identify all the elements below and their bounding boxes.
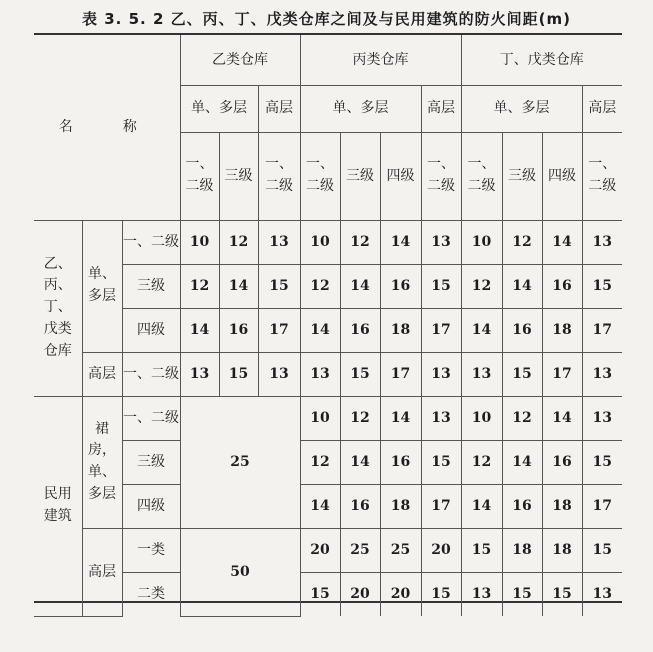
- fire-spacing-table: [34, 33, 622, 603]
- cell: 14: [461, 484, 502, 528]
- cell: 15: [340, 352, 380, 396]
- cell: 18: [542, 528, 582, 572]
- row-civil-podium: 裙房， 单、 多层: [82, 396, 122, 528]
- cell: 14: [219, 264, 258, 308]
- cell: 14: [300, 484, 340, 528]
- header-b-sm-grade12: 一、 二级: [180, 132, 219, 220]
- row-c-class1-label: 一类: [122, 528, 180, 572]
- row-c-grade3-label: 三级: [122, 440, 180, 484]
- cell: 12: [300, 440, 340, 484]
- row-w-grade3-label: 三级: [122, 264, 180, 308]
- cell: 14: [542, 220, 582, 264]
- cell: 12: [502, 396, 542, 440]
- header-b-sm-grade3: 三级: [219, 132, 258, 220]
- cell: 16: [502, 484, 542, 528]
- header-c-sm-grade12: 一、 二级: [300, 132, 340, 220]
- header-d-sm-grade4: 四级: [542, 132, 582, 220]
- cell: 13: [582, 396, 622, 440]
- cell: 17: [582, 484, 622, 528]
- header-c-sm-grade4: 四级: [380, 132, 421, 220]
- cell: 14: [380, 396, 421, 440]
- header-group-b: 乙类仓库: [180, 35, 300, 85]
- cell: 10: [180, 220, 219, 264]
- row-w-hr-grade12-label: 一、二级: [122, 352, 180, 396]
- cell: 10: [461, 220, 502, 264]
- cell: 16: [340, 308, 380, 352]
- cell: 15: [502, 572, 542, 616]
- cell: 15: [258, 264, 300, 308]
- header-c-sm-grade3: 三级: [340, 132, 380, 220]
- cell: 17: [258, 308, 300, 352]
- row-warehouse-high: 高层: [82, 352, 122, 396]
- cell: 15: [582, 528, 622, 572]
- cell: 15: [542, 572, 582, 616]
- row-civil-label: 民用 建筑: [34, 396, 82, 616]
- cell: 15: [421, 572, 461, 616]
- header-c-single-multi: 单、多层: [300, 85, 421, 132]
- cell: 13: [582, 352, 622, 396]
- cell: 14: [542, 396, 582, 440]
- header-d-hr-grade12: 一、 二级: [582, 132, 622, 220]
- cell: 15: [219, 352, 258, 396]
- cell: 10: [300, 220, 340, 264]
- cell: 20: [300, 528, 340, 572]
- cell: 18: [542, 484, 582, 528]
- merged-cell-50: 50: [180, 528, 300, 616]
- cell: 17: [380, 352, 421, 396]
- cell: 14: [461, 308, 502, 352]
- cell: 15: [582, 440, 622, 484]
- cell: 15: [582, 264, 622, 308]
- cell: 13: [258, 220, 300, 264]
- cell: 20: [340, 572, 380, 616]
- cell: 14: [340, 264, 380, 308]
- cell: 12: [180, 264, 219, 308]
- cell: 10: [300, 396, 340, 440]
- cell: 14: [340, 440, 380, 484]
- cell: 12: [461, 264, 502, 308]
- row-c-grade12-label: 一、二级: [122, 396, 180, 440]
- header-b-hr-grade12: 一、 二级: [258, 132, 300, 220]
- cell: 15: [300, 572, 340, 616]
- cell: 16: [219, 308, 258, 352]
- row-warehouse-label: 乙、 丙、 丁、 戊类 仓库: [34, 220, 82, 396]
- cell: 18: [542, 308, 582, 352]
- row-w-grade4-label: 四级: [122, 308, 180, 352]
- header-d-sm-grade12: 一、 二级: [461, 132, 502, 220]
- cell: 16: [502, 308, 542, 352]
- header-d-single-multi: 单、多层: [461, 85, 582, 132]
- cell: 17: [542, 352, 582, 396]
- cell: 17: [421, 484, 461, 528]
- row-w-grade12-label: 一、二级: [122, 220, 180, 264]
- cell: 16: [542, 264, 582, 308]
- cell: 18: [380, 484, 421, 528]
- cell: 15: [421, 264, 461, 308]
- cell: 16: [380, 440, 421, 484]
- cell: 20: [421, 528, 461, 572]
- row-c-grade4-label: 四级: [122, 484, 180, 528]
- cell: 16: [380, 264, 421, 308]
- cell: 15: [461, 528, 502, 572]
- cell: 14: [502, 264, 542, 308]
- cell: 16: [340, 484, 380, 528]
- header-b-single-multi: 单、多层: [180, 85, 258, 132]
- spacing-table: [34, 35, 622, 617]
- merged-cell-25: 25: [180, 396, 300, 528]
- header-group-d: 丁、戊类仓库: [461, 35, 622, 85]
- row-warehouse-single-multi: 单、 多层: [82, 220, 122, 352]
- cell: 15: [421, 440, 461, 484]
- cell: 16: [542, 440, 582, 484]
- header-name-cell: [34, 35, 180, 220]
- header-group-c: 丙类仓库: [300, 35, 461, 85]
- cell: 13: [421, 396, 461, 440]
- cell: 25: [380, 528, 421, 572]
- cell: 14: [180, 308, 219, 352]
- cell: 12: [461, 440, 502, 484]
- cell: 14: [502, 440, 542, 484]
- cell: 13: [421, 352, 461, 396]
- cell: 17: [582, 308, 622, 352]
- header-c-high: 高层: [421, 85, 461, 132]
- cell: 10: [461, 396, 502, 440]
- cell: 18: [380, 308, 421, 352]
- header-c-hr-grade12: 一、 二级: [421, 132, 461, 220]
- cell: 17: [421, 308, 461, 352]
- header-name-label: 名 称: [58, 119, 155, 136]
- cell: 13: [300, 352, 340, 396]
- cell: 12: [300, 264, 340, 308]
- cell: 25: [340, 528, 380, 572]
- cell: 12: [502, 220, 542, 264]
- cell: 20: [380, 572, 421, 616]
- cell: 13: [180, 352, 219, 396]
- header-d-high: 高层: [582, 85, 622, 132]
- row-c-class2-label: 二类: [122, 572, 180, 616]
- cell: 15: [502, 352, 542, 396]
- row-civil-high: 高层: [82, 528, 122, 616]
- header-d-sm-grade3: 三级: [502, 132, 542, 220]
- cell: 13: [461, 352, 502, 396]
- cell: 14: [380, 220, 421, 264]
- cell: 12: [219, 220, 258, 264]
- cell: 12: [340, 396, 380, 440]
- cell: 13: [421, 220, 461, 264]
- cell: 18: [502, 528, 542, 572]
- cell: 13: [582, 572, 622, 616]
- cell: 12: [340, 220, 380, 264]
- table-title: 表 3. 5. 2 乙、丙、丁、戊类仓库之间及与民用建筑的防火间距(m): [82, 10, 571, 28]
- header-b-high: 高层: [258, 85, 300, 132]
- cell: 13: [582, 220, 622, 264]
- cell: 13: [461, 572, 502, 616]
- cell: 14: [300, 308, 340, 352]
- cell: 13: [258, 352, 300, 396]
